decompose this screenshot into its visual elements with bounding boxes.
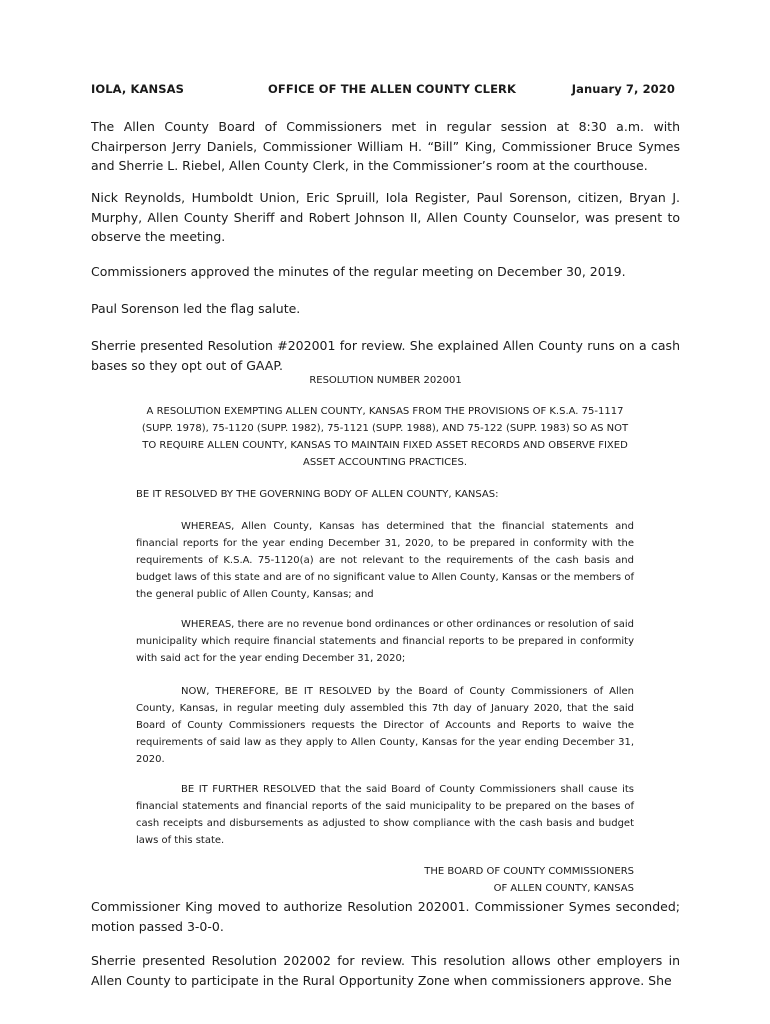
resolution-whereas-2: WHEREAS, there are no revenue bond ordinances or other ordinances or resolution of said municipality which require financial statements and financial reports to be prepared in conformity with said act for the year ending December 31, 2020; <box>136 619 634 664</box>
header-office: OFFICE OF THE ALLEN COUNTY CLERK <box>268 82 517 96</box>
header-date: January 7, 2020 <box>571 82 675 96</box>
resolution-further-resolved: BE IT FURTHER RESOLVED that the said Board of County Commissioners shall cause its financial statements and financial reports of the said municipality to be prepared on the bases of cash receipts and disbursements as adjusted to show compliance with the cash basis and budget laws of this state. <box>136 784 634 846</box>
signature-line-2: OF ALLEN COUNTY, KANSAS <box>493 883 634 894</box>
observers-paragraph: Nick Reynolds, Humboldt Union, Eric Spruill, Iola Register, Paul Sorenson, citizen, Bryan J. Murphy, Allen County Sheriff and Robert Johnson II, Allen County Counselor, was present to observe the meeting. <box>91 190 680 244</box>
signature-line-1: THE BOARD OF COUNTY COMMISSIONERS <box>424 866 634 877</box>
flag-salute-paragraph: Paul Sorenson led the flag salute. <box>91 301 301 316</box>
resolution-number-title: RESOLUTION NUMBER 202001 <box>309 375 462 386</box>
attendance-paragraph: The Allen County Board of Commissioners met in regular session at 8:30 a.m. with Chairperson Jerry Daniels, Commissioner William H. “Bill” King, Commissioner Bruce Symes and Sherrie L. Riebel, Allen County Clerk, in the Commissioner’s room at the courthouse. <box>91 119 680 173</box>
header-location: IOLA, KANSAS <box>91 82 184 96</box>
document-header <box>91 82 675 100</box>
resolution-whereas-1: WHEREAS, Allen County, Kansas has determined that the financial statements and financial reports for the year ending December 31, 2020, to be prepared in conformity with the requirements of K.S.A. 75-1120(a) are not relevant to the requirements of the cash basis and budget laws of this state and are of no significant value to Allen County, Kansas or the members of the general public of Allen County, Kansas; and <box>136 521 634 600</box>
resolution-presented-paragraph: Sherrie presented Resolution #202001 for review. She explained Allen County runs on a cash bases so they opt out of GAAP. <box>91 338 680 373</box>
resolution-enacting-clause: BE IT RESOLVED BY THE GOVERNING BODY OF ALLEN COUNTY, KANSAS: <box>136 489 499 500</box>
resolution-202002-paragraph: Sherrie presented Resolution 202002 for review. This resolution allows other employers in Allen County to participate in the Rural Opportunity Zone when commissioners approve. She <box>91 953 680 988</box>
minutes-paragraph: Commissioners approved the minutes of the regular meeting on December 30, 2019. <box>91 264 626 279</box>
motion-paragraph: Commissioner King moved to authorize Resolution 202001. Commissioner Symes seconded; motion passed 3-0-0. <box>91 899 680 934</box>
resolution-subject: A RESOLUTION EXEMPTING ALLEN COUNTY, KANSAS FROM THE PROVISIONS OF K.S.A. 75-1117 (SUPP. 1978), 75-1120 (SUPP. 1982), 75-1121 (SUPP. 1988), AND 75-122 (SUPP. 1983) SO AS NOT TO REQUIRE ALLEN COUNTY, KANSAS TO MAINTAIN FIXED ASSET RECORDS AND OBSERVE FIXED ASSET ACCOUNTING PRACTICES. <box>141 406 629 468</box>
resolution-now-therefore: NOW, THEREFORE, BE IT RESOLVED by the Board of County Commissioners of Allen County, Kansas, in regular meeting duly assembled this 7th day of January 2020, that the said Board of County Commissioners requests the Director of Accounts and Reports to waive the requirements of said law as they apply to Allen County, Kansas for the year ending December 31, 2020. <box>136 686 634 765</box>
